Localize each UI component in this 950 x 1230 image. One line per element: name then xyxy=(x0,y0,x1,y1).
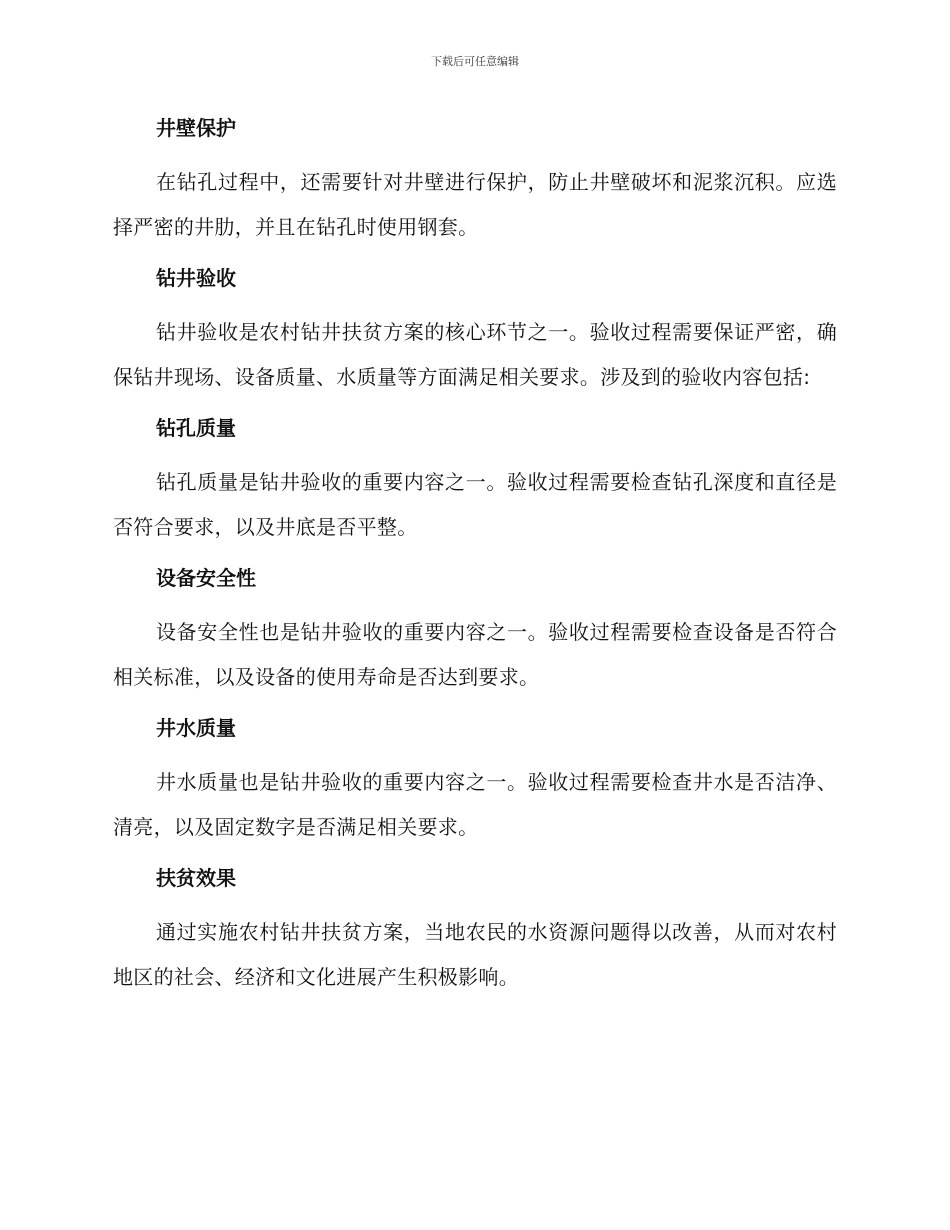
section-body-equipment-safety: 设备安全性也是钻井验收的重要内容之一。验收过程需要检查设备是否符合相关标准，以及设备的使用寿命是否达到要求。 xyxy=(113,620,837,689)
section-heading-poverty-alleviation-effect: 扶贫效果 xyxy=(156,866,236,890)
section-heading-wall-protection: 井壁保护 xyxy=(156,116,236,140)
header-note: 下载后可任意编辑 xyxy=(431,55,519,68)
section-heading-drilling-acceptance: 钻井验收 xyxy=(156,266,236,290)
section-body-drilling-acceptance: 钻井验收是农村钻井扶贫方案的核心环节之一。验收过程需要保证严密，确保钻井现场、设备质量、水质量等方面满足相关要求。涉及到的验收内容包括: xyxy=(113,320,837,389)
section-heading-well-water-quality: 井水质量 xyxy=(156,716,236,740)
section-heading-borehole-quality: 钻孔质量 xyxy=(156,416,236,440)
section-body-well-water-quality: 井水质量也是钻井验收的重要内容之一。验收过程需要检查井水是否洁净、清亮，以及固定数字是否满足相关要求。 xyxy=(113,770,837,839)
document-content xyxy=(113,110,837,1010)
section-heading-equipment-safety: 设备安全性 xyxy=(156,566,256,590)
section-body-poverty-alleviation-effect: 通过实施农村钻井扶贫方案，当地农民的水资源问题得以改善，从而对农村地区的社会、经济和文化进展产生积极影响。 xyxy=(113,920,837,989)
section-body-wall-protection: 在钻孔过程中，还需要针对井壁进行保护，防止井壁破坏和泥浆沉积。应选择严密的井肋，并且在钻孔时使用钢套。 xyxy=(113,170,837,239)
section-body-borehole-quality: 钻孔质量是钻井验收的重要内容之一。验收过程需要检查钻孔深度和直径是否符合要求，以及井底是否平整。 xyxy=(113,470,837,539)
